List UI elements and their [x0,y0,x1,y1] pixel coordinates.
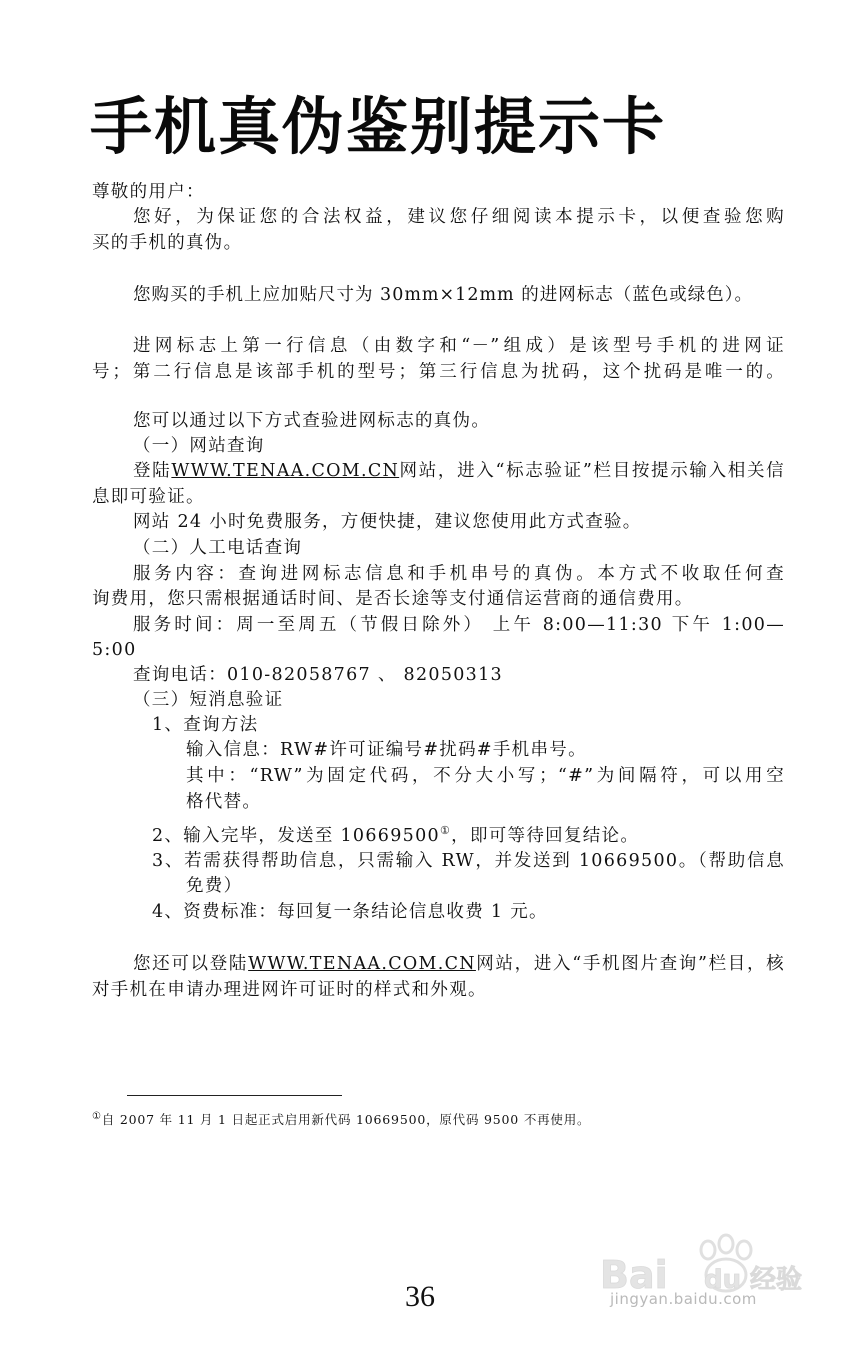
website-line-3: 网站 24 小时免费服务，方便快捷，建议您使用此方式查验。 [133,512,642,532]
section-phone-heading: （二）人工电话查询 [133,538,303,558]
sms-item-2-prefix: 2、输入完毕，发送至 10669500 [152,826,440,846]
sms-item-3-line-1: 3、若需获得帮助信息，只需输入 RW，并发送到 10669500。（帮助信息 [152,851,785,871]
appearance-line-1-prefix: 您还可以登陆 [133,954,249,974]
sms-item-2 [152,824,640,846]
sms-item-4: 4、资费标准：每回复一条结论信息收费 1 元。 [152,902,548,922]
appearance-line-1 [133,956,785,974]
phone-number-line: 查询电话：010-82058767 、 82050313 [133,665,503,685]
page-number: 36 [405,1280,435,1313]
svg-text:Bai: Bai [600,1253,668,1297]
appearance-line-2: 对手机在申请办理进网许可证时的样式和外观。 [92,980,487,1000]
footnote-divider [127,1095,342,1096]
appearance-line-1-suffix: 网站，进入“手机图片查询”栏目，核 [475,954,785,974]
phone-hours-line-1: 服务时间：周一至周五（节假日除外） 上午 8:00—11:30 下午 1:00— [133,615,785,635]
phone-hours-line-2: 5:00 [92,640,137,660]
sms-item-1-note-line-2: 格代替。 [186,792,262,812]
sms-item-1: 1、查询方法 [152,715,259,735]
sms-item-1-input: 输入信息：RW#许可证编号#扰码#手机串号。 [186,740,587,760]
tenaa-link-2[interactable]: WWW.TENAA.COM.CN [248,954,476,974]
sms-item-3-line-2: 免费） [186,876,243,896]
tenaa-link[interactable]: WWW.TENAA.COM.CN [171,461,400,481]
verify-intro: 您可以通过以下方式查验进网标志的真伪。 [133,411,491,431]
footnote [92,1110,590,1128]
intro-line-1: 您好，为保证您的合法权益，建议您仔细阅读本提示卡，以便查验您购 [133,207,785,227]
website-line-1 [133,463,785,481]
phone-service-line-1: 服务内容：查询进网标志信息和手机串号的真伪。本方式不收取任何查 [133,564,785,584]
footnote-marker: ① [439,824,452,838]
footnote-text: 自 2007 年 11 月 1 日起正式启用新代码 10669500，原代码 9500 不再使用。 [101,1112,591,1127]
website-line-2: 息即可验证。 [92,487,205,507]
footnote-mark: ① [92,1110,102,1122]
section-website-heading: （一）网站查询 [133,436,265,456]
website-line-1-prefix: 登陆 [133,461,172,481]
label-info-line-2: 号；第二行信息是该部手机的型号；第三行信息为扰码，这个扰码是唯一的。 [92,362,785,382]
page-title: 手机真伪鉴别提示卡 [90,90,667,163]
phone-service-line-2: 询费用，您只需根据通话时间、是否长途等支付通信运营商的通信费用。 [92,589,694,609]
section-sms-heading: （三）短消息验证 [133,690,284,710]
svg-text:经验: 经验 [750,1265,803,1295]
label-size-paragraph: 您购买的手机上应加贴尺寸为 30mm×12mm 的进网标志（蓝色或绿色）。 [133,285,753,305]
website-line-1-suffix: 网站，进入“标志验证”栏目按提示输入相关信 [399,461,785,481]
watermark-url: jingyan.baidu.com [610,1290,757,1308]
greeting: 尊敬的用户： [92,182,205,202]
sms-item-1-note-line-1: 其中：“RW”为固定代码，不分大小写；“#”为间隔符，可以用空 [186,766,785,786]
sms-item-2-suffix: ，即可等待回复结论。 [451,826,640,846]
intro-line-2: 买的手机的真伪。 [92,233,243,253]
label-info-line-1: 进网标志上第一行信息（由数字和“－”组成）是该型号手机的进网证 [133,336,785,356]
svg-text:du: du [704,1265,742,1295]
